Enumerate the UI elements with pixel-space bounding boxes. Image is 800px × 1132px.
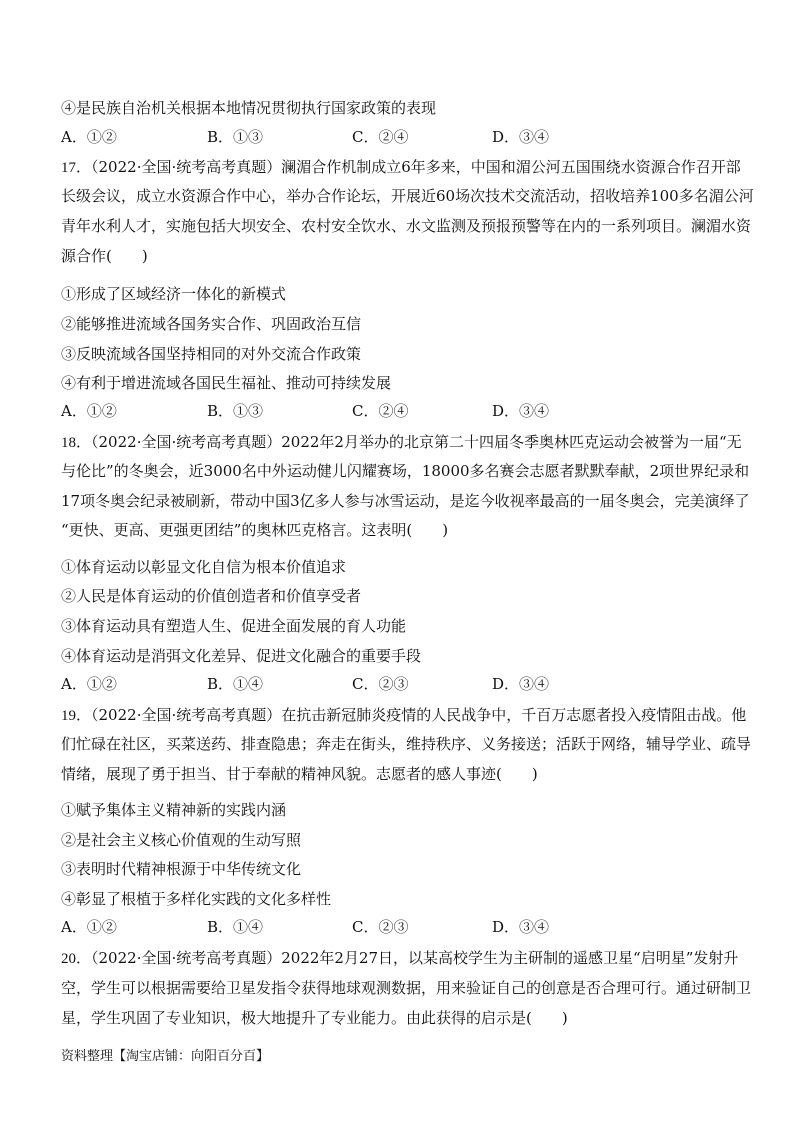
q20-source: （2022·全国·统考高考真题） xyxy=(91,949,282,967)
q18-item-2: ②人民是体育运动的价值创造者和价值享受者 xyxy=(61,587,362,605)
q17-item-3: ③反映流域各国坚持相同的对外交流合作政策 xyxy=(61,345,362,363)
q18-stem-line-1 xyxy=(61,432,741,453)
q18-item-1: ①体育运动以彰显文化自信为根本价值追求 xyxy=(61,558,347,576)
q18-source: （2022·全国·统考高考真题） xyxy=(91,433,282,451)
q17-stem-line-4: 源合作( ) xyxy=(61,247,148,265)
q17-stem-line-3: 青年水利人才，实施包括大坝安全、农村安全饮水、水文监测及预报预警等在内的一系列项目。澜湄水资 xyxy=(61,217,752,235)
q17-source: （2022·全国·统考高考真题） xyxy=(91,158,282,176)
option-d: D．③④ xyxy=(492,675,550,693)
prev-question-options xyxy=(61,127,741,147)
q19-number: 19． xyxy=(61,708,92,724)
q18-stem-text-1: 2022年2月举办的北京第二十四届冬季奥林匹克运动会被誉为一届“无 xyxy=(281,433,742,451)
page-footer: 资料整理【淘宝店铺：向阳百分百】 xyxy=(61,1049,270,1064)
q17-item-4: ④有利于增进流域各国民生福祉、推动可持续发展 xyxy=(61,374,392,392)
option-b: B．①③ xyxy=(207,128,264,146)
option-d: D．③④ xyxy=(492,402,550,420)
option-b: B．①④ xyxy=(207,918,264,936)
q18-number: 18． xyxy=(61,435,92,451)
q19-stem-line-1 xyxy=(61,705,747,726)
option-c: C．②④ xyxy=(352,402,409,420)
q17-stem-line-2: 长级会议，成立水资源合作中心，举办合作论坛，开展近60场次技术交流活动，招收培养100多名湄公河 xyxy=(61,187,754,205)
option-a: A．①② xyxy=(61,918,117,936)
q20-stem-text-1: 2022年2月27日，以某高校学生为主研制的遥感卫星“启明星”发射升 xyxy=(281,949,739,967)
q19-item-2: ②是社会主义核心价值观的生动写照 xyxy=(61,831,302,849)
q18-item-3: ③体育运动具有塑造人生、促进全面发展的育人功能 xyxy=(61,617,407,635)
option-b: B．①④ xyxy=(207,675,264,693)
option-c: C．②③ xyxy=(352,675,409,693)
option-a: A．①② xyxy=(61,128,117,146)
q17-stem-text-1: 澜湄合作机制成立6年多来，中国和湄公河五国围绕水资源合作召开部 xyxy=(281,158,741,176)
q17-stem-line-1 xyxy=(61,157,741,178)
q20-number: 20． xyxy=(61,951,92,967)
q17-number: 17． xyxy=(61,160,92,176)
q19-item-4: ④彰显了根植于多样化实践的文化多样性 xyxy=(61,890,332,908)
q18-stem-line-3: 17项冬奥会纪录被刷新，带动中国3亿多人参与冰雪运动，是迄今收视率最高的一届冬奥会，完美演绎了 xyxy=(61,492,750,510)
option-a: A．①② xyxy=(61,402,117,420)
option-a: A．①② xyxy=(61,675,117,693)
option-c: C．②③ xyxy=(352,918,409,936)
q19-stem-line-3: 情绪，展现了勇于担当、甘于奉献的精神风貌。志愿者的感人事迹( ) xyxy=(61,765,538,783)
option-d: D．③④ xyxy=(492,128,550,146)
option-b: B．①③ xyxy=(207,402,264,420)
q19-item-1: ①赋予集体主义精神新的实践内涵 xyxy=(61,801,287,819)
q19-item-3: ③表明时代精神根源于中华传统文化 xyxy=(61,860,302,878)
q19-options xyxy=(61,917,741,937)
q17-item-1: ①形成了区域经济一体化的新模式 xyxy=(61,285,287,303)
q19-stem-text-1: 在抗击新冠肺炎疫情的人民战争中，千百万志愿者投入疫情阻击战。他 xyxy=(281,706,747,724)
q20-stem-line-1 xyxy=(61,948,741,969)
q18-stem-line-4: “更快、更高、更强更团结”的奥林匹克格言。这表明( ) xyxy=(61,521,449,539)
q20-stem-line-2: 空，学生可以根据需要给卫星发指令获得地球观测数据，用来验证自己的创意是否合理可行。通过研制卫 xyxy=(61,979,752,997)
prev-question-item-4: ④是民族自治机关根据本地情况贯彻执行国家政策的表现 xyxy=(61,99,437,117)
q18-item-4: ④体育运动是消弭文化差异、促进文化融合的重要手段 xyxy=(61,647,422,665)
q18-stem-line-2: 与伦比”的冬奥会，近3000名中外运动健儿闪耀赛场，18000多名赛会志愿者默默奉献，2项世界纪录和 xyxy=(61,462,750,480)
q19-stem-line-2: 们忙碌在社区，买菜送药、排查隐患；奔走在街头，维持秩序、义务接送；活跃于网络，辅导学业、疏导 xyxy=(61,735,752,753)
option-d: D．③④ xyxy=(492,918,550,936)
option-c: C．②④ xyxy=(352,128,409,146)
q19-source: （2022·全国·统考高考真题） xyxy=(91,706,282,724)
q17-item-2: ②能够推进流域各国务实合作、巩固政治互信 xyxy=(61,315,362,333)
q18-options xyxy=(61,674,741,694)
q17-options xyxy=(61,401,741,421)
q20-stem-line-3: 星，学生巩固了专业知识，极大地提升了专业能力。由此获得的启示是( ) xyxy=(61,1009,568,1027)
